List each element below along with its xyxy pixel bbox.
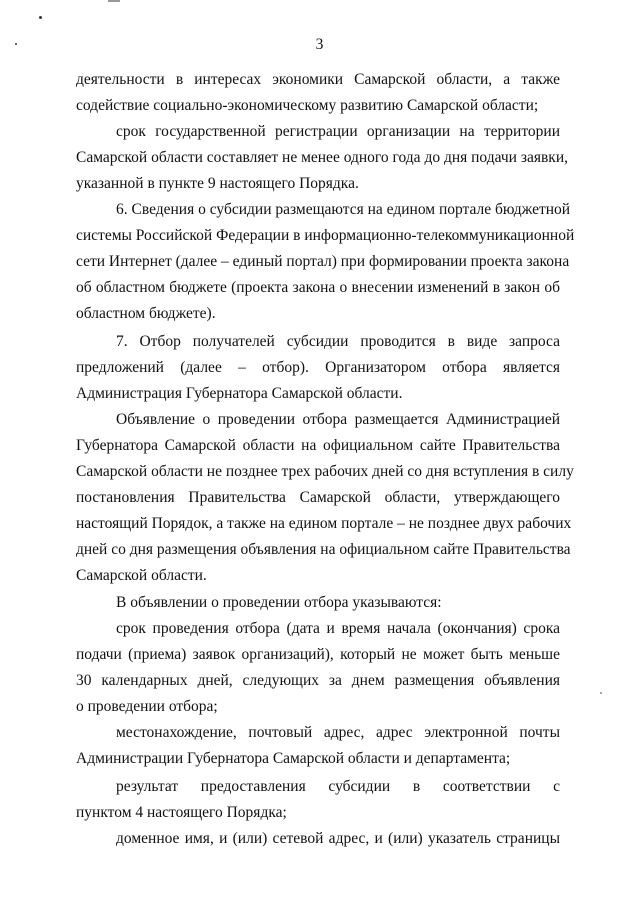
text-line: результат предоставления субсидии в соответствии с [116,778,560,795]
text-line: деятельности в интересах экономики Самарской области, а также [76,71,560,88]
text-line: предложений (далее – отбор). Организатором отбора является [76,359,560,376]
scan-mark [108,0,120,2]
text-line: областном бюджете). [76,305,216,322]
text-line: Самарской области не позднее трех рабочих дней со дня вступления в силу [76,463,574,480]
text-line: местонахождение, почтовый адрес, адрес электронной почты [116,724,560,741]
text-line: Самарской области. [76,567,207,584]
text-line: указанной в пункте 9 настоящего Порядка. [76,175,359,192]
text-line: содействие социально-экономическому развитию Самарской области; [76,97,539,114]
text-line: дней со дня размещения объявления на официальном сайте Правительства [76,541,571,558]
text-line: Самарской области составляет не менее одного года до дня подачи заявки, [76,149,568,166]
text-line: системы Российской Федерации в информационно-телекоммуникационной [76,227,575,244]
text-line: В объявлении о проведении отбора указываются: [116,594,442,611]
text-line: доменное имя, и (или) сетевой адрес, и (или) указатель страницы [116,830,560,847]
text-line: о проведении отбора; [76,698,218,715]
scan-speck [600,692,602,694]
text-line: 6. Сведения о субсидии размещаются на едином портале бюджетной [116,201,571,218]
text-line: сети Интернет (далее – единый портал) при формировании проекта закона [76,253,570,270]
text-line: срок государственной регистрации организации на территории [116,123,560,140]
text-line: постановления Правительства Самарской области, утверждающего [76,489,560,506]
text-line: 7. Отбор получателей субсидии проводится в виде запроса [116,333,560,350]
scan-speck [39,16,42,19]
text-line: Администрация Губернатора Самарской области. [76,385,403,402]
page-number: 3 [315,36,324,53]
text-line: об областном бюджете (проекта закона о внесении изменений в закон об [76,279,560,296]
text-line: Губернатора Самарской области на официальном сайте Правительства [76,437,560,454]
text-line: пунктом 4 настоящего Порядка; [76,804,287,821]
text-line: Объявление о проведении отбора размещается Администрацией [116,411,560,428]
text-line: подачи (приема) заявок организаций), который не может быть меньше [76,646,560,663]
text-line: срок проведения отбора (дата и время начала (окончания) срока [116,620,560,637]
text-line: настоящий Порядок, а также на едином портале – не позднее двух рабочих [76,515,572,532]
text-line: 30 календарных дней, следующих за днем размещения объявления [76,672,560,689]
text-line: Администрации Губернатора Самарской области и департамента; [76,750,511,767]
